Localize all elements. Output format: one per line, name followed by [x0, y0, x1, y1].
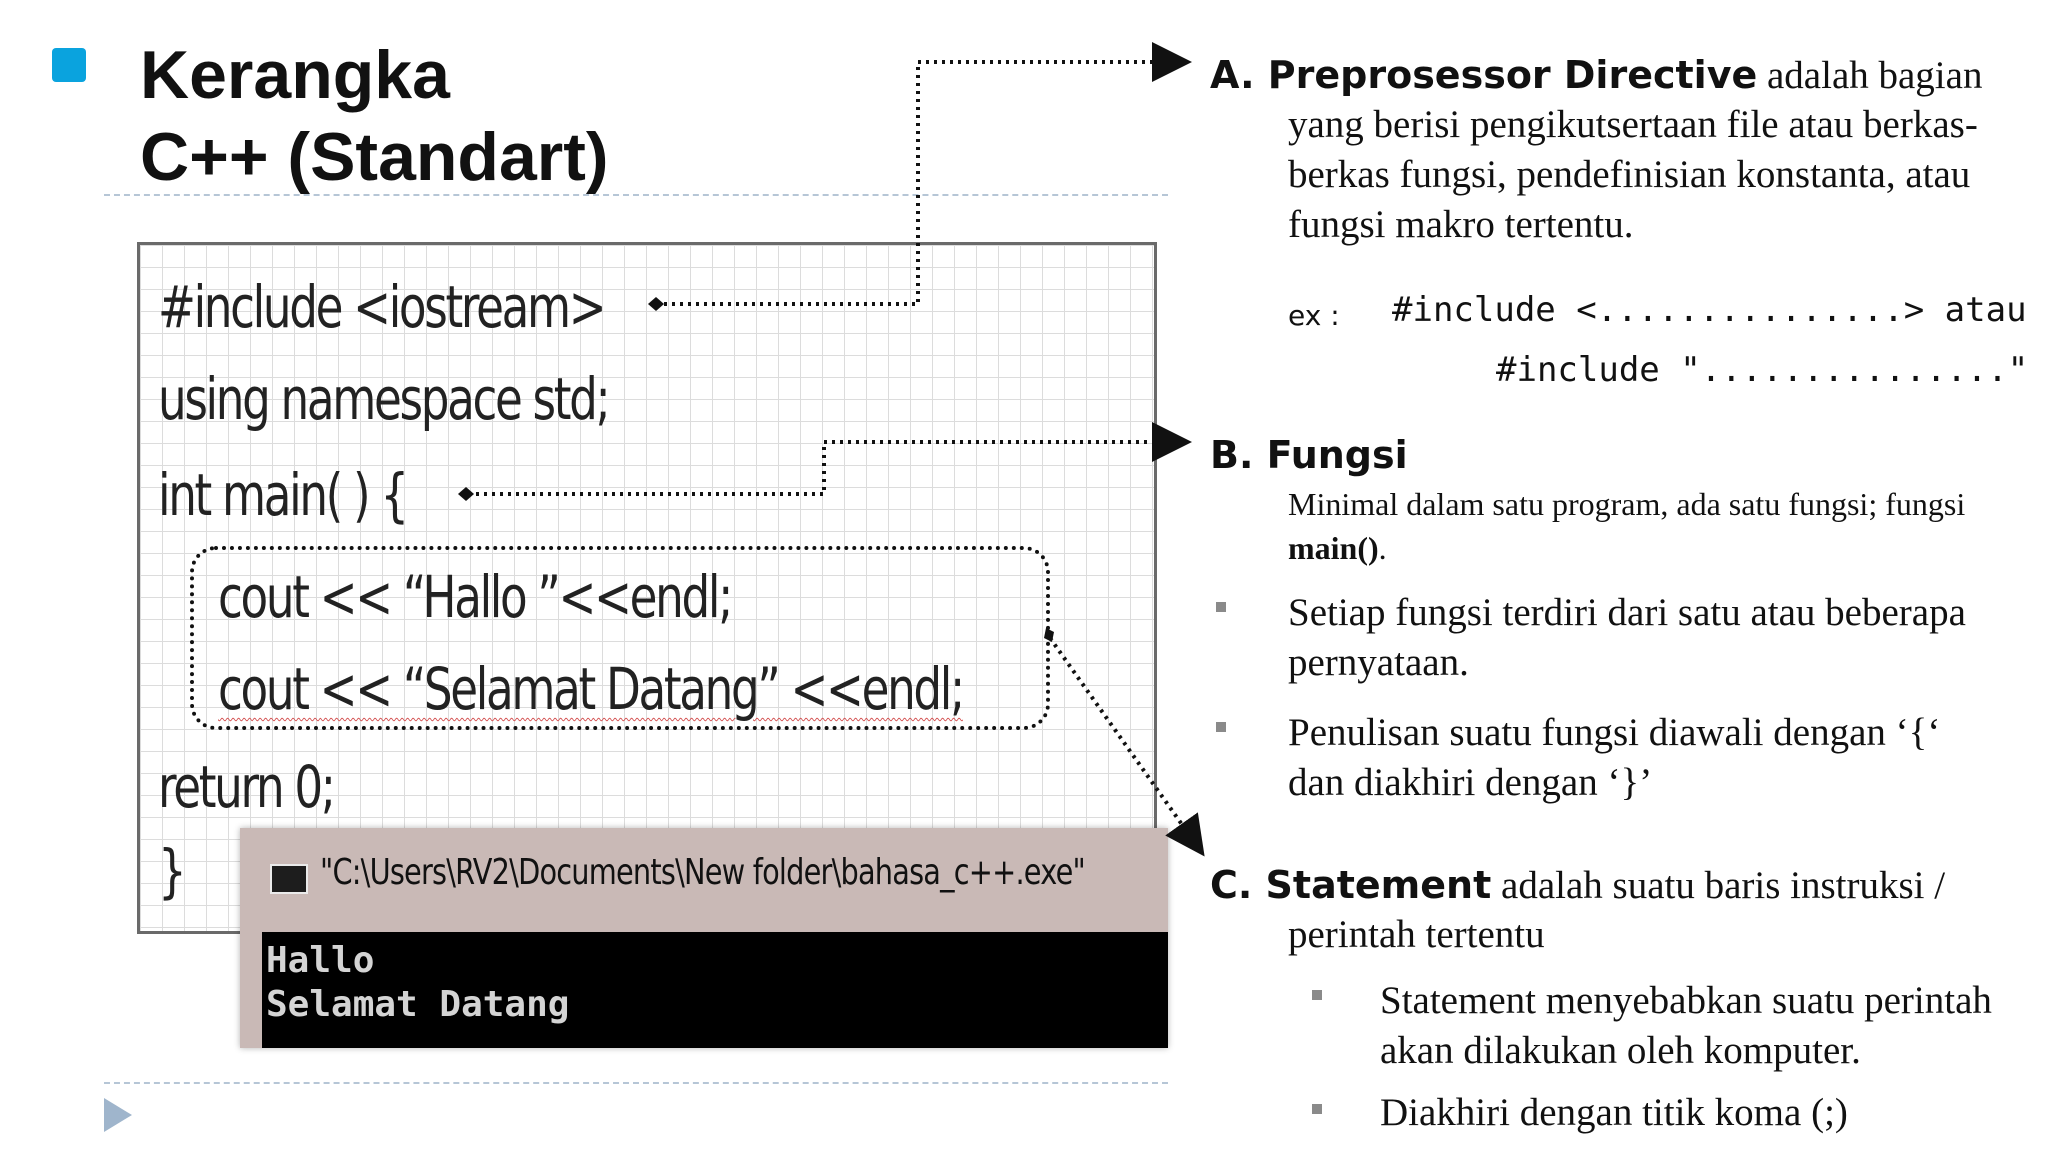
section-c-bullet-1-line-1: Statement menyebabkan suatu perintah: [1380, 979, 1992, 1022]
section-b-intro-line-2-rest: .: [1378, 530, 1387, 566]
section-b-bullet-2-line-2: dan diakhiri dengan ‘}’: [1288, 761, 1653, 804]
console-title: "C:\Users\RV2\Documents\New folder\bahasa_c++.exe": [320, 852, 1085, 893]
code-line-return: return 0;: [158, 753, 334, 821]
section-b-bullet-2-line-1: Penulisan suatu fungsi diawali dengan ‘{‘: [1288, 711, 1941, 754]
section-a-line-3: fungsi makro tertentu.: [1288, 203, 1634, 246]
next-slide-triangle-icon: [104, 1098, 132, 1132]
section-c-bullet-2-line-1: Diakhiri dengan titik koma (;): [1380, 1091, 1848, 1134]
section-b-bullet-1-line-2: pernyataan.: [1288, 641, 1469, 684]
section-b-bullet-1-line-1: Setiap fungsi terdiri dari satu atau beberapa: [1288, 591, 1966, 634]
title-line-1: Kerangka: [140, 37, 450, 113]
connector-a-arrow: [656, 62, 1184, 304]
code-line-namespace: using namespace std;: [158, 365, 609, 433]
example-line-1: #include <...............> atau: [1392, 290, 2027, 330]
connector-a-diamond: [648, 297, 664, 311]
section-b-title: B. Fungsi: [1210, 433, 1408, 477]
section-a-title: A. Preprosessor Directive: [1210, 53, 1758, 97]
title-line-2: C++ (Standart): [140, 119, 609, 195]
section-b-intro-line-1: Minimal dalam satu program, ada satu fungsi; fungsi: [1288, 486, 1966, 522]
bullet-icon: [1216, 602, 1226, 612]
connector-b-diamond: [458, 487, 474, 501]
bullet-icon: [1216, 722, 1226, 732]
section-c-title-rest: adalah suatu baris instruksi /: [1491, 864, 1946, 907]
example-line-2: #include "...............": [1496, 350, 2029, 390]
main-function-label: main(): [1288, 530, 1379, 566]
section-a-title-rest: adalah bagian: [1757, 54, 1983, 97]
section-a-line-1: yang berisi pengikutsertaan file atau berkas-: [1288, 103, 1978, 146]
bullet-icon: [1312, 1104, 1322, 1114]
console-line-2: Selamat Datang: [266, 984, 570, 1025]
bullet-icon: [1312, 990, 1322, 1000]
section-b-heading: [1210, 430, 1408, 481]
code-line-cout-hallo: cout << “Hallo ”<<endl;: [218, 563, 731, 631]
code-line-main: int main( ) {: [158, 461, 407, 529]
section-a-heading: [1210, 50, 1982, 101]
example-label: ex :: [1288, 299, 1340, 332]
section-a-line-2: berkas fungsi, pendefinisian konstanta, atau: [1288, 153, 1971, 196]
section-b-intro-line-2: [1288, 526, 1387, 570]
section-c-heading: [1210, 860, 1945, 911]
section-c-line-2: perintah tertentu: [1288, 913, 1545, 956]
connector-b-arrow: [468, 442, 1184, 494]
code-line-close-brace: }: [158, 837, 185, 905]
section-c-bullet-1-line-2: akan dilakukan oleh komputer.: [1380, 1029, 1861, 1072]
section-c-title: C. Statement: [1210, 863, 1492, 907]
console-line-1: Hallo: [266, 940, 375, 981]
code-line-include: #include <iostream>: [158, 273, 605, 341]
connector-c-arrow: [1050, 638, 1200, 850]
code-line-cout-selamat: cout << “Selamat Datang” <<endl;: [218, 655, 963, 723]
